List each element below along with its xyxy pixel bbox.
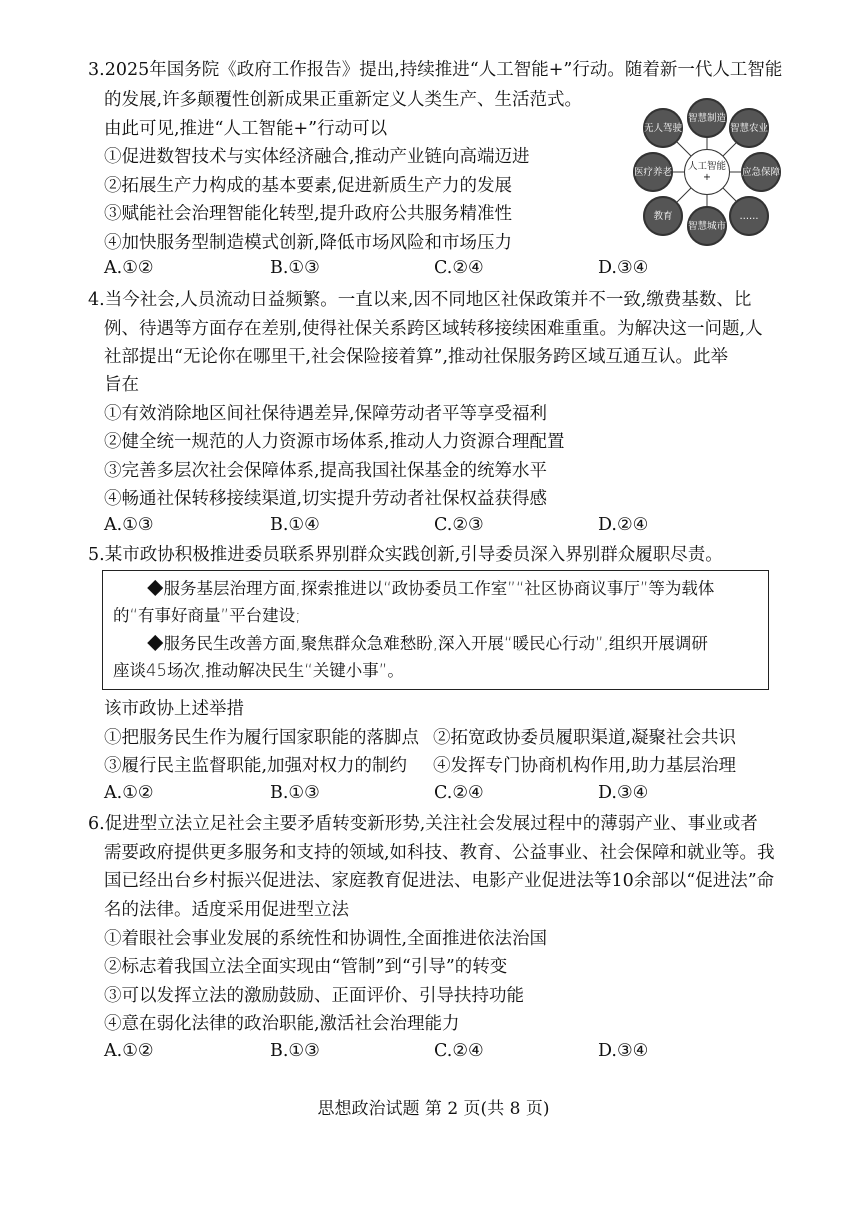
ai-plus-diagram <box>633 98 781 246</box>
q3-choice-b[interactable]: B.①③ <box>270 258 320 278</box>
q5-choice-d[interactable]: D.③④ <box>598 783 649 803</box>
q5-option-4: ④发挥专门协商机构作用,助力基层治理 <box>433 756 737 776</box>
diagram-node-ellipsis: …… <box>729 196 769 236</box>
q5-choice-c[interactable]: C.②④ <box>434 783 484 803</box>
diagram-node-emergency: 应急保障 <box>741 152 781 192</box>
q4-stem-line3: 社部提出“无论你在哪里干,社会保险接着算”,推动社保服务跨区域互通互认。此举 <box>104 347 729 367</box>
q4-stem-line2: 例、待遇等方面存在差别,使得社保关系跨区域转移接续困难重重。为解决这一问题,人 <box>104 319 763 339</box>
q3-stem-line3: 由此可见,推进“人工智能+”行动可以 <box>104 119 388 139</box>
q5-option-3: ③履行民主监督职能,加强对权力的制约 <box>104 756 408 776</box>
q6-option-2: ②标志着我国立法全面实现由“管制”到“引导”的转变 <box>104 957 508 977</box>
q4-stem-line4: 旨在 <box>104 375 139 395</box>
q6-option-3: ③可以发挥立法的激励鼓励、正面评价、引导扶持功能 <box>104 986 524 1006</box>
q5-choice-b[interactable]: B.①③ <box>270 783 320 803</box>
q4-choices <box>104 515 704 539</box>
q6-option-1: ①着眼社会事业发展的系统性和协调性,全面推进依法治国 <box>104 929 548 949</box>
q5-box-item2-line2: 座谈45场次,推动解决民生“关键小事”。 <box>113 661 404 680</box>
q5-box-item2-line1: ◆服务民生改善方面,聚焦群众急难愁盼,深入开展“暖民心行动”,组织开展调研 <box>147 634 708 653</box>
diagram-center-node: 人工智能+ <box>684 149 730 195</box>
diagram-node-smart-city: 智慧城市 <box>687 206 727 246</box>
q6-choice-a[interactable]: A.①② <box>104 1041 154 1061</box>
q6-stem-line2: 需要政府提供更多服务和支持的领域,如科技、教育、公益事业、社会保障和就业等。我 <box>104 843 775 863</box>
q6-choice-c[interactable]: C.②④ <box>434 1041 484 1061</box>
diagram-node-medical: 医疗养老 <box>633 152 673 192</box>
q3-stem-line2: 的发展,许多颠覆性创新成果正重新定义人类生产、生活范式。 <box>104 90 583 110</box>
q6-choice-b[interactable]: B.①③ <box>270 1041 320 1061</box>
q4-option-2: ②健全统一规范的人力资源市场体系,推动人力资源合理配置 <box>104 432 565 452</box>
diagram-node-smart-agriculture: 智慧农业 <box>729 108 769 148</box>
q4-option-3: ③完善多层次社会保障体系,提高我国社保基金的统筹水平 <box>104 461 548 481</box>
q3-option-4: ④加快服务型制造模式创新,降低市场风险和市场压力 <box>104 233 513 253</box>
q5-stem: 该市政协上述举措 <box>104 699 244 719</box>
q5-box-item1-line2: 的“有事好商量”平台建设; <box>113 606 301 625</box>
q4-stem-line1: 4.当今社会,人员流动日益频繁。一直以来,因不同地区社保政策并不一致,缴费基数、比 <box>88 290 752 310</box>
q6-choices <box>104 1041 704 1065</box>
q3-choice-a[interactable]: A.①② <box>104 258 154 278</box>
q5-option-2: ②拓宽政协委员履职渠道,凝聚社会共识 <box>433 728 737 748</box>
q6-stem-line1: 6.促进型立法立足社会主要矛盾转变新形势,关注社会发展过程中的薄弱产业、事业或者 <box>88 814 758 834</box>
diagram-node-education: 教育 <box>643 196 683 236</box>
q6-stem-line4: 名的法律。适度采用促进型立法 <box>104 900 349 920</box>
q5-choices <box>104 783 704 807</box>
diagram-node-smart-manufacturing: 智慧制造 <box>687 98 727 138</box>
q6-choice-d[interactable]: D.③④ <box>598 1041 649 1061</box>
q4-choice-a[interactable]: A.①③ <box>104 515 154 535</box>
diagram-node-driverless: 无人驾驶 <box>643 108 683 148</box>
q5-choice-a[interactable]: A.①② <box>104 783 154 803</box>
q4-option-1: ①有效消除地区间社保待遇差异,保障劳动者平等享受福利 <box>104 404 548 424</box>
q6-stem-line3: 国已经出台乡村振兴促进法、家庭教育促进法、电影产业促进法等10余部以“促进法”命 <box>104 871 775 891</box>
q4-choice-b[interactable]: B.①④ <box>270 515 320 535</box>
q3-option-3: ③赋能社会治理智能化转型,提升政府公共服务精准性 <box>104 204 513 224</box>
q5-box-item1-line1: ◆服务基层治理方面,探索推进以“政协委员工作室”“社区协商议事厅”等为载体 <box>147 579 715 598</box>
q4-choice-c[interactable]: C.②③ <box>434 515 484 535</box>
page-footer: 思想政治试题 第 2 页(共 8 页) <box>317 1099 550 1119</box>
q4-choice-d[interactable]: D.②④ <box>598 515 649 535</box>
q3-choice-c[interactable]: C.②④ <box>434 258 484 278</box>
q3-choice-d[interactable]: D.③④ <box>598 258 649 278</box>
q3-choices <box>104 258 704 282</box>
q5-option-1: ①把服务民生作为履行国家职能的落脚点 <box>104 728 419 748</box>
q3-option-1: ①促进数智技术与实体经济融合,推动产业链向高端迈进 <box>104 147 530 167</box>
q3-option-2: ②拓展生产力构成的基本要素,促进新质生产力的发展 <box>104 176 513 196</box>
q5-material-box <box>102 570 769 690</box>
q5-stem-line1: 5.某市政协积极推进委员联系界别群众实践创新,引导委员深入界别群众履职尽责。 <box>88 545 723 565</box>
q4-option-4: ④畅通社保转移接续渠道,切实提升劳动者社保权益获得感 <box>104 489 548 509</box>
q3-stem-line1: 3.2025年国务院《政府工作报告》提出,持续推进“人工智能+”行动。随着新一代人工智能 <box>88 60 783 80</box>
q6-option-4: ④意在弱化法律的政治职能,激活社会治理能力 <box>104 1014 460 1034</box>
